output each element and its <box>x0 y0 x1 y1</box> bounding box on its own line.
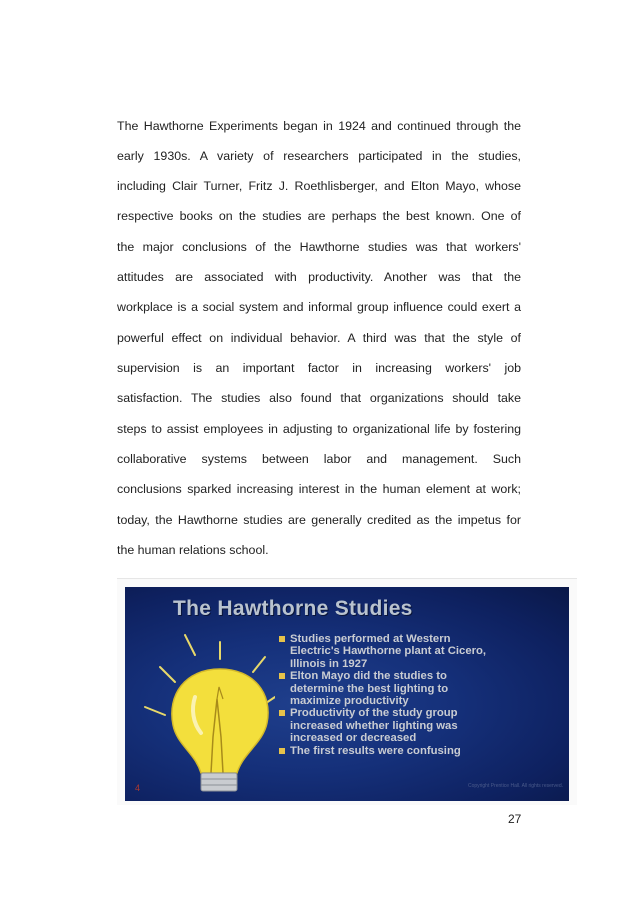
paragraph-line: supervision is an important factor in increasing workers' job <box>117 361 521 375</box>
paragraph-line: including Clair Turner, Fritz J. Roethlisberger, and Elton Mayo, whose <box>117 179 521 193</box>
page-number: 27 <box>508 812 522 826</box>
paragraph-line: steps to assist employees in adjusting to organizational life by fostering <box>117 422 521 436</box>
slide-bullet-list <box>279 633 569 757</box>
slide-copyright: Copyright Prentice Hall. All rights reserved. <box>467 783 563 789</box>
paragraph-line: early 1930s. A variety of researchers participated in the studies, <box>117 149 521 163</box>
slide-figure <box>117 578 577 805</box>
paragraph-line: satisfaction. The studies also found that organizations should take <box>117 391 521 405</box>
paragraph-line: conclusions sparked increasing interest in the human element at work; <box>117 482 521 496</box>
paragraph-line: The Hawthorne Experiments began in 1924 and continued through the <box>117 119 521 133</box>
paragraph-line: respective books on the studies are perhaps the best known. One of <box>117 209 521 223</box>
slide-number: 4 <box>135 783 141 793</box>
paragraph-line: attitudes are associated with productivity. Another was that the <box>117 270 521 284</box>
paragraph-line: today, the Hawthorne studies are generally credited as the impetus for <box>117 513 521 527</box>
paragraph-line: workplace is a social system and informal group influence could exert a <box>117 300 521 314</box>
slide-bullet: Studies performed at Western Electric's Hawthorne plant at Cicero, Illinois in 1927 <box>279 633 569 670</box>
paragraph-line: the human relations school. <box>117 543 269 557</box>
slide-bullet: Productivity of the study group increased whether lighting was increased or decreased <box>279 707 569 744</box>
paragraph-line: powerful effect on individual behavior. A third was that the style of <box>117 331 521 345</box>
presentation-slide <box>125 587 569 801</box>
paragraph-line: the major conclusions of the Hawthorne studies was that workers' <box>117 240 521 254</box>
slide-title: The Hawthorne Studies <box>173 597 413 620</box>
slide-bullet: The first results were confusing <box>279 745 569 757</box>
paragraph-line: collaborative systems between labor and management. Such <box>117 452 521 466</box>
light-bulb-icon <box>125 627 275 797</box>
slide-bullet: Elton Mayo did the studies to determine the best lighting to maximize productivity <box>279 670 569 707</box>
